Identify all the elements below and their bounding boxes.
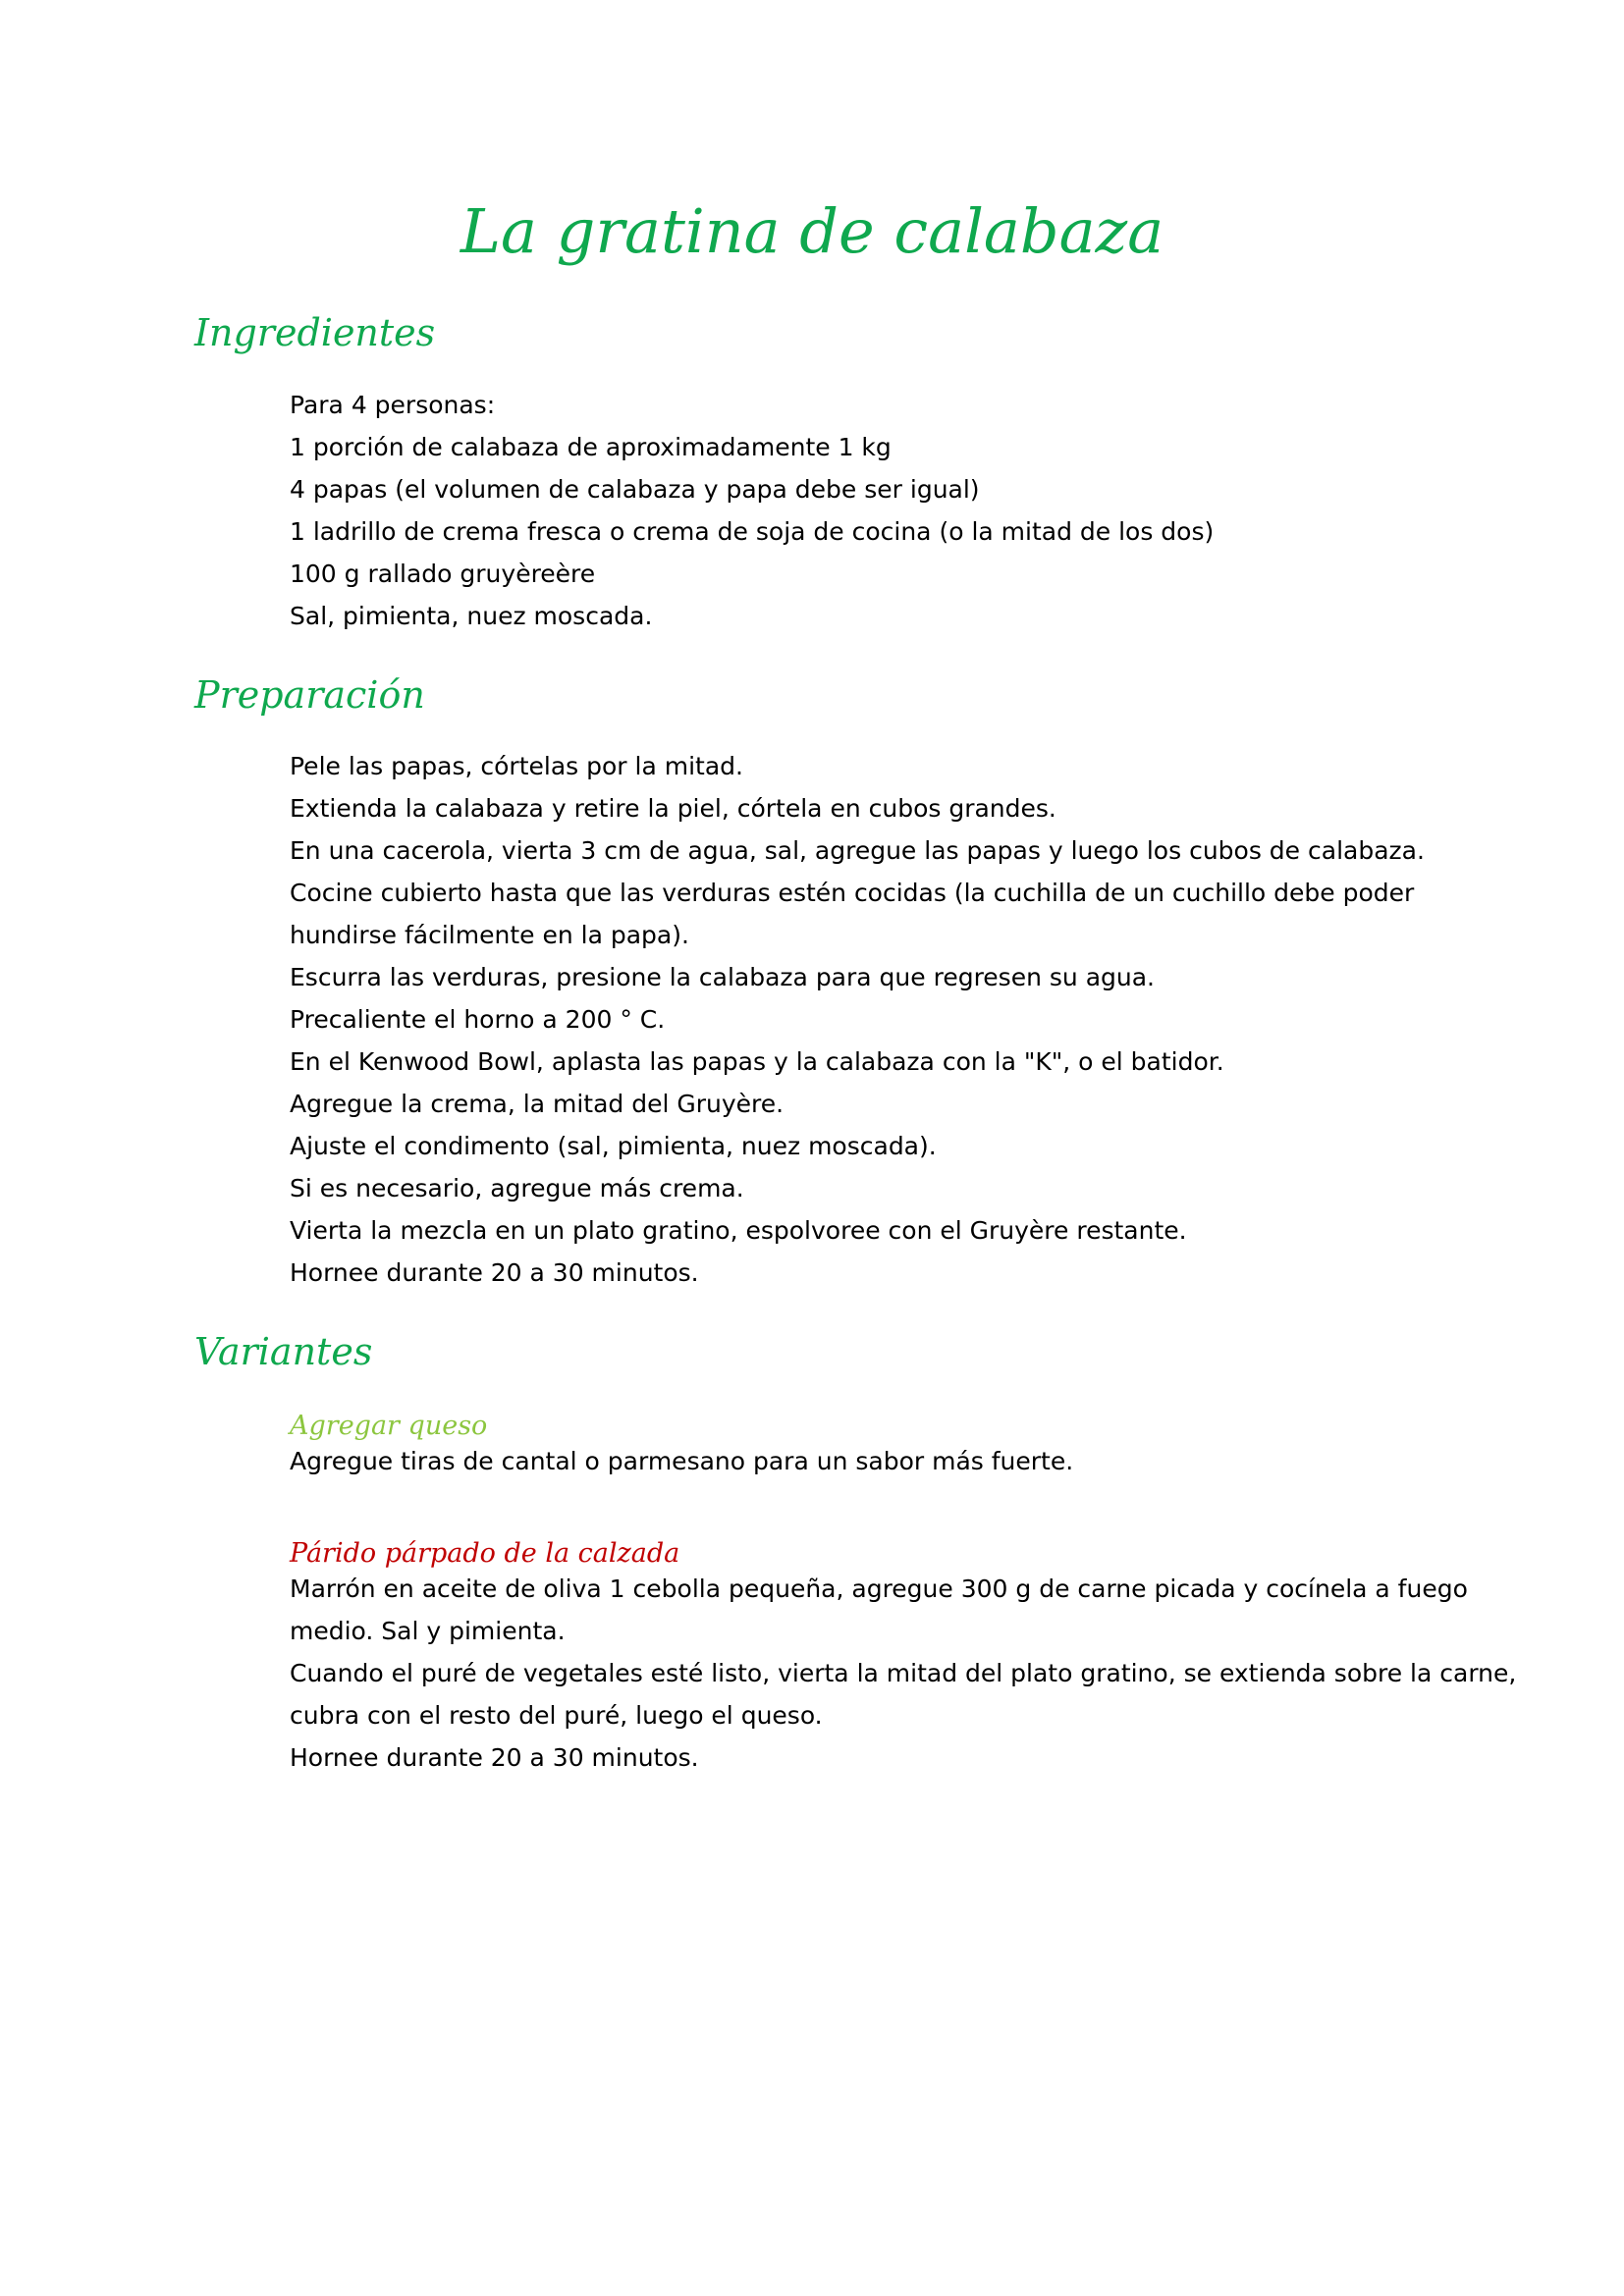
ingredient-line: 1 porción de calabaza de aproximadamente 1 kg <box>290 433 892 461</box>
preparation-step: Pele las papas, córtelas por la mitad. <box>290 752 743 780</box>
variant-line: Agregue tiras de cantal o parmesano para un sabor más fuerte. <box>290 1447 1074 1475</box>
preparation-step: Cocine cubierto hasta que las verduras estén cocidas (la cuchilla de un cuchillo debe poder hundirse fácilmente en la papa). <box>290 879 1415 949</box>
ingredients-heading: Ingredientes <box>194 311 436 354</box>
preparation-heading: Preparación <box>194 673 425 717</box>
ingredient-line: 100 g rallado gruyèreère <box>290 560 596 588</box>
page-title: La gratina de calabaza <box>460 195 1164 267</box>
preparation-steps <box>290 745 1527 1294</box>
ingredient-line: 4 papas (el volumen de calabaza y papa debe ser igual) <box>290 475 980 504</box>
variant-line: Marrón en aceite de oliva 1 cebolla pequeña, agregue 300 g de carne picada y cocínela a fuego medio. Sal y pimienta. <box>290 1575 1468 1645</box>
preparation-step: Vierta la mezcla en un plato gratino, espolvoree con el Gruyère restante. <box>290 1216 1187 1245</box>
preparation-step: Escurra las verduras, presione la calabaza para que regresen su agua. <box>290 963 1155 991</box>
preparation-step: Ajuste el condimento (sal, pimienta, nuez moscada). <box>290 1132 937 1160</box>
preparation-step: Hornee durante 20 a 30 minutos. <box>290 1258 699 1287</box>
variant-meat-text <box>290 1568 1527 1779</box>
preparation-step: Extienda la calabaza y retire la piel, córtela en cubos grandes. <box>290 794 1056 823</box>
variant-cheese-text <box>290 1440 1527 1482</box>
ingredients-list <box>290 384 1527 637</box>
preparation-step: Si es necesario, agregue más crema. <box>290 1174 744 1202</box>
variants-heading: Variantes <box>194 1330 373 1373</box>
variant-line: Cuando el puré de vegetales esté listo, vierta la mitad del plato gratino, se extienda sobre la carne, cubra con el resto del puré, luego el queso. <box>290 1659 1517 1730</box>
preparation-step: En una cacerola, vierta 3 cm de agua, sal, agregue las papas y luego los cubos de calabaza. <box>290 836 1425 865</box>
ingredient-line: Sal, pimienta, nuez moscada. <box>290 602 653 630</box>
ingredient-line: 1 ladrillo de crema fresca o crema de soja de cocina (o la mitad de los dos) <box>290 517 1215 546</box>
preparation-step: Agregue la crema, la mitad del Gruyère. <box>290 1090 785 1118</box>
preparation-step: Precaliente el horno a 200 ° C. <box>290 1005 666 1034</box>
preparation-step: En el Kenwood Bowl, aplasta las papas y la calabaza con la "K", o el batidor. <box>290 1047 1224 1076</box>
variant-line: Hornee durante 20 a 30 minutos. <box>290 1743 699 1772</box>
variant-cheese-heading: Agregar queso <box>290 1411 488 1441</box>
ingredient-line: Para 4 personas: <box>290 391 496 419</box>
variant-meat-heading: Párido párpado de la calzada <box>290 1538 680 1569</box>
